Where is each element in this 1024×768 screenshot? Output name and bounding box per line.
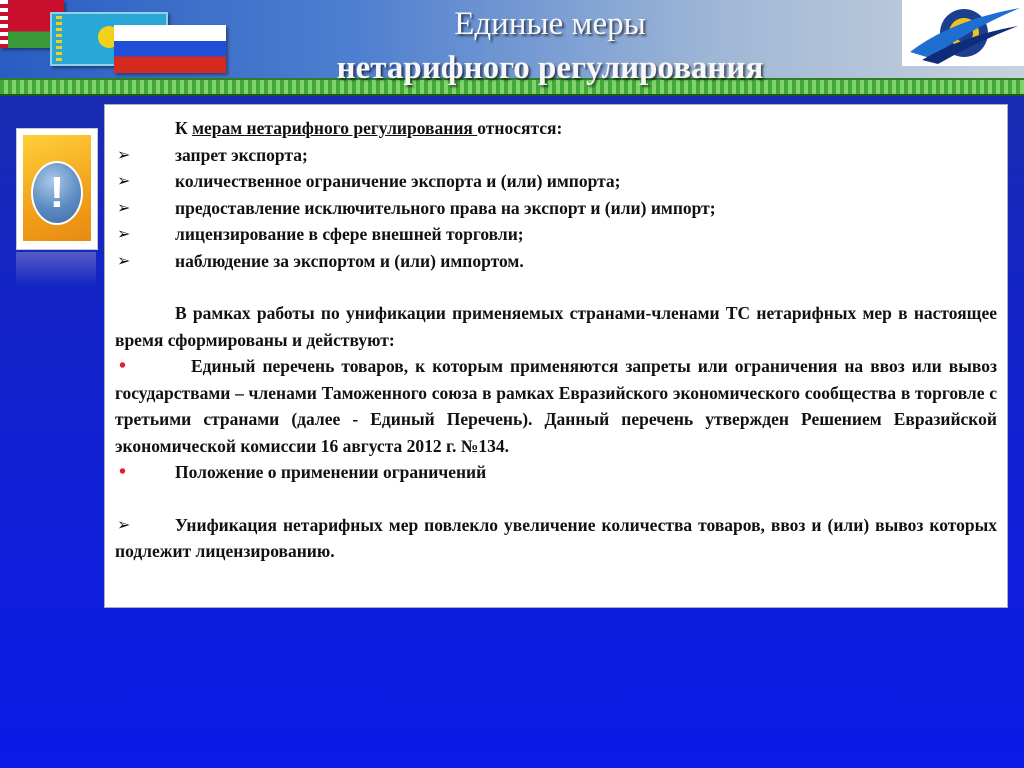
arrow-bullet-icon: ➢: [117, 197, 131, 217]
arrow-bullet-icon: ➢: [117, 224, 131, 243]
red-bullet-icon: •: [119, 461, 127, 483]
measure-item: ➢ предоставление исключительного права на экспорт и (или) импорт;: [115, 195, 997, 222]
bullet-item: • Единый перечень товаров, к которым применяются запреты или ограничения на ввоз или вывоз государствами – членами Таможенного союза в рамках Евразийского экономического сообщества в торговле с третьими странами (далее - Единый Перечень). Данный перечень утвержден Решением Евразийской экономической комиссии 16 августа 2012 г. №134.: [115, 355, 997, 456]
red-bullet-icon: •: [119, 355, 127, 377]
title-line-2: нетарифного регулирования: [336, 50, 764, 86]
eurasec-logo-icon: [902, 0, 1024, 66]
warning-tile-reflection: [16, 252, 96, 286]
conclusion-item: ➢ Унификация нетарифных мер повлекло увеличение количества товаров, ввоз и (или) вывоз которых подлежит лицензированию.: [115, 512, 997, 565]
bullet-item: • Положение о применении ограничений: [115, 459, 997, 486]
exclamation-icon: !: [31, 161, 83, 225]
arrow-bullet-icon: ➢: [117, 171, 131, 190]
arrow-bullet-icon: ➢: [117, 250, 131, 270]
intro-line: К мерам нетарифного регулирования относятся:: [175, 118, 563, 138]
content-panel: [104, 104, 1008, 608]
arrow-bullet-icon: ➢: [117, 144, 131, 164]
title-line-1: Единые меры: [454, 6, 646, 42]
measure-item: ➢ наблюдение за экспортом и (или) импортом.: [115, 248, 997, 275]
warning-tile: [16, 128, 98, 250]
page-title: [260, 2, 840, 90]
measure-item: ➢ запрет экспорта;: [115, 142, 997, 169]
summary-paragraph: В рамках работы по унификации применяемых странами-членами ТС нетарифных мер в настоящее время сформированы и действуют:: [115, 303, 997, 350]
intro-underlined-term: мерам нетарифного регулирования: [192, 118, 478, 138]
flag-russia-icon: [114, 25, 226, 73]
measure-item: ➢ лицензирование в сфере внешней торговли;: [115, 221, 997, 248]
measure-item: ➢ количественное ограничение экспорта и (или) импорта;: [115, 168, 997, 195]
arrow-bullet-icon: ➢: [117, 514, 131, 534]
